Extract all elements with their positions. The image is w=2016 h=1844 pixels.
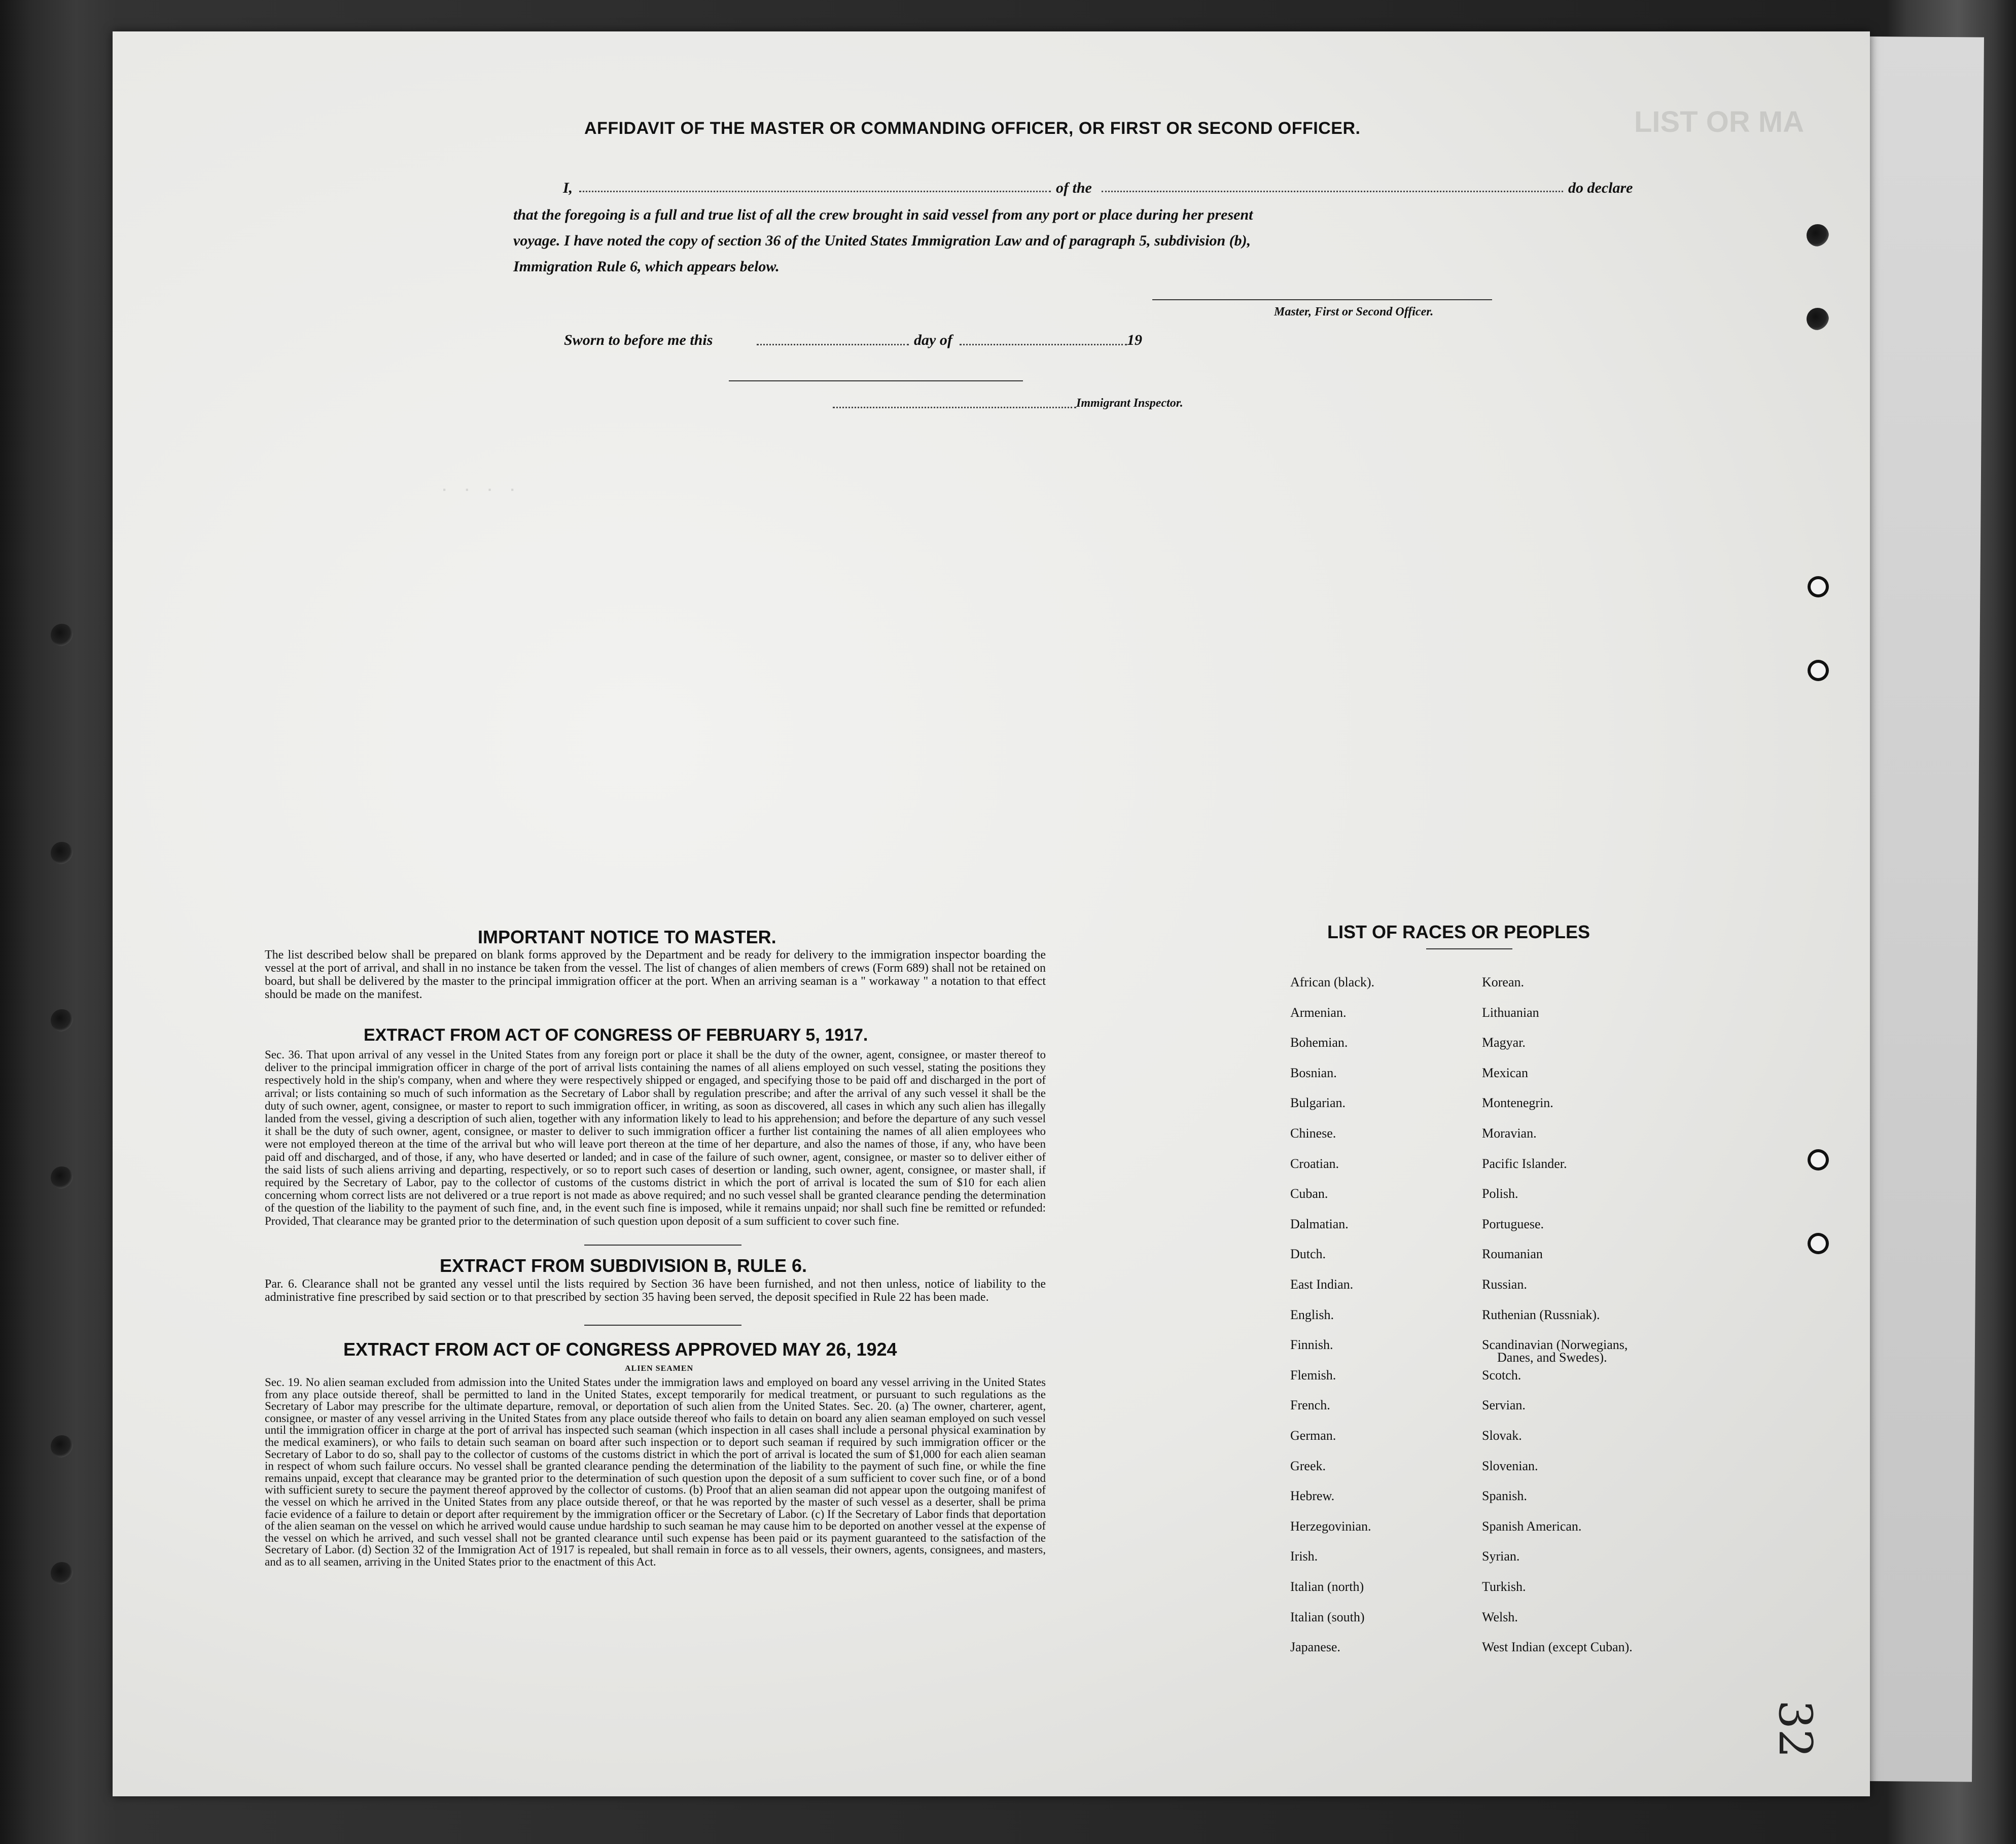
- race-right: Spanish.: [1482, 1488, 1527, 1504]
- binder-hole: [1807, 308, 1829, 330]
- race-left: Italian (north): [1290, 1579, 1364, 1594]
- race-right: Polish.: [1482, 1186, 1518, 1201]
- extract-rule6-title: EXTRACT FROM SUBDIVISION B, RULE 6.: [440, 1255, 807, 1276]
- race-right: Scandinavian (Norwegians,: [1482, 1337, 1628, 1353]
- race-right: West Indian (except Cuban).: [1482, 1640, 1633, 1655]
- sworn-year-label: 19: [1127, 332, 1142, 348]
- section-divider: [584, 1245, 741, 1246]
- race-left: Flemish.: [1290, 1367, 1336, 1382]
- binder-hole: [51, 1166, 73, 1189]
- inspector-top-line: [729, 380, 1023, 381]
- race-left: Dutch.: [1290, 1247, 1326, 1262]
- vessel-name-field[interactable]: [1102, 191, 1563, 192]
- binder-hole: [51, 842, 73, 864]
- race-right: Moravian.: [1482, 1126, 1537, 1141]
- extract-1924-subtitle: ALIEN SEAMEN: [625, 1364, 694, 1373]
- extract-1917-body: Sec. 36. That upon arrival of any vessel in the United States from any foreign port or place it shall be the duty of the owner, agent, consignee, or master thereof to deliver to the principal immigration officer in charge of the port of arrival lists containing the names of all aliens employed on such vessel, stating the positions they respectively hold in the ship's company, when and where they were respectively shipped or engaged, and specifying those to be paid off and discharged in the port of arrival; or lists containing so much of such information as the Secretary of Labor shall by regulation prescribe; and after the arrival of any such vessel it shall be the duty of such owner, agent, consignee, or master to report to such immigration officer, in writing, as soon as discovered, all cases in which any such alien has illegally landed from the vessel, giving a description of such alien, together with any information likely to lead to his apprehension; and before the departure of any such vessel it shall be the duty of such owner, agent, consignee, or master to deliver to such immigration officer a further list containing the names of all alien employees who were not employed thereon at the time of the arrival but who will leave port thereon at the time of her departure, and also the names of those, if any, who have been paid off and discharged, and of those, if any, who have deserted or landed; and in case of the failure of such owner, agent, consignee, or master so to deliver either of the said lists of such aliens arriving and departing, respectively, or so to report such cases of desertion or landing, such owner, agent, consignee, or master shall, if required by the Secretary of Labor, pay to the collector of customs of the customs district in which the port of arrival is located the sum of $10 for each alien concerning whom correct lists are not delivered or a true report is not made as above required; and no such vessel shall be granted clearance pending the determination of the question of the liability to the payment of such fine, and, in the event such fine is imposed, while it remains unpaid; nor shall such fine be remitted or refunded: Provided, That clearance may be granted prior to the determination of such question upon deposit of a sum sufficient to cover such fine.: [265, 1048, 1046, 1227]
- binder-hole: [1807, 224, 1829, 246]
- race-left: German.: [1290, 1428, 1336, 1443]
- race-left: African (black).: [1290, 975, 1375, 989]
- race-left: Dalmatian.: [1290, 1216, 1349, 1231]
- binder-hole: [51, 1562, 73, 1584]
- punch-hole: [1811, 1152, 1826, 1167]
- sworn-day-label: day of: [914, 332, 952, 348]
- affidavit-line1-suffix: do declare: [1568, 180, 1633, 196]
- affidavit-line1-mid: of the: [1056, 180, 1092, 196]
- race-left: Hebrew.: [1290, 1488, 1335, 1504]
- race-left: Herzegovinian.: [1290, 1518, 1371, 1534]
- race-left: Bulgarian.: [1290, 1095, 1346, 1111]
- race-left: Bohemian.: [1290, 1035, 1348, 1050]
- race-left: Croatian.: [1290, 1156, 1339, 1171]
- race-right: Roumanian: [1482, 1247, 1543, 1262]
- race-right: Slovak.: [1482, 1428, 1522, 1443]
- master-signature-line[interactable]: [1152, 299, 1492, 300]
- affidavit-line2: that the foregoing is a full and true list of all the crew brought in said vessel from any port or place during her present: [513, 206, 1253, 223]
- affidavit-line1-prefix: I,: [563, 180, 573, 196]
- affidavit-line4: Immigration Rule 6, which appears below.: [513, 258, 780, 275]
- declarant-name-field[interactable]: [579, 191, 1051, 192]
- binder-hole: [51, 1009, 73, 1032]
- race-left: East Indian.: [1290, 1277, 1354, 1292]
- race-right: Welsh.: [1482, 1609, 1518, 1624]
- race-right: Montenegrin.: [1482, 1095, 1553, 1111]
- race-right: Magyar.: [1482, 1035, 1526, 1050]
- notice-title: IMPORTANT NOTICE TO MASTER.: [478, 927, 776, 947]
- bleed-through-text: . . . .: [442, 478, 522, 494]
- bleed-through-text: LIST OR MA: [1634, 105, 1805, 138]
- race-left: Greek.: [1290, 1458, 1326, 1473]
- race-right-continuation: Danes, and Swedes).: [1497, 1350, 1607, 1365]
- race-right: Korean.: [1482, 975, 1525, 989]
- sworn-prefix: Sworn to before me this: [564, 332, 713, 348]
- race-right: Mexican: [1482, 1065, 1528, 1080]
- punch-hole: [1811, 663, 1826, 678]
- extract-rule6-body: Par. 6. Clearance shall not be granted any vessel until the lists required by Section 36 have been furnished, and not then unless, notice of liability to the administrative fine prescribed by said section or to that prescribed by section 35 having been served, the deposit specified in Rule 22 has been made.: [265, 1278, 1046, 1304]
- races-title-rule: [1426, 948, 1512, 949]
- race-right: Portuguese.: [1482, 1216, 1544, 1231]
- section-divider: [584, 1325, 741, 1326]
- affidavit-title: AFFIDAVIT OF THE MASTER OR COMMANDING OFFICER, OR FIRST OR SECOND OFFICER.: [584, 119, 1361, 138]
- extract-1917-title: EXTRACT FROM ACT OF CONGRESS OF FEBRUARY 5, 1917.: [364, 1025, 868, 1045]
- race-right: Slovenian.: [1482, 1458, 1538, 1473]
- races-title: LIST OF RACES OR PEOPLES: [1327, 921, 1590, 942]
- sworn-day-field[interactable]: [757, 344, 909, 345]
- handwritten-page-number: 32: [1769, 1700, 1822, 1758]
- race-left: Chinese.: [1290, 1126, 1336, 1141]
- race-right: Syrian.: [1482, 1549, 1520, 1564]
- sworn-month-field[interactable]: [960, 344, 1127, 345]
- race-right: Scotch.: [1482, 1367, 1522, 1382]
- race-right: Russian.: [1482, 1277, 1527, 1292]
- binder-hole: [51, 624, 73, 646]
- race-right: Servian.: [1482, 1398, 1526, 1413]
- race-left: Japanese.: [1290, 1640, 1340, 1655]
- race-left: Bosnian.: [1290, 1065, 1337, 1080]
- binder-hole: [51, 1435, 73, 1458]
- affidavit-line3: voyage. I have noted the copy of section 36 of the United States Immigration Law and of paragraph 5, subdivision (b),: [513, 232, 1251, 249]
- master-signature-label: Master, First or Second Officer.: [1274, 305, 1434, 318]
- race-left: Cuban.: [1290, 1186, 1328, 1201]
- notice-body: The list described below shall be prepared on blank forms approved by the Department and be ready for delivery to the immigration inspector boarding the vessel at the port of arrival, and shall in no instance be taken from the vessel. The list of changes of alien members of crews (Form 689) shall not be retained on board, but shall be delivered by the master to the principal immigration officer at the port. When an arriving seaman is a " workaway " a notation to that effect should be made on the manifest.: [265, 948, 1046, 1001]
- race-right: Turkish.: [1482, 1579, 1526, 1594]
- race-right: Ruthenian (Russniak).: [1482, 1307, 1600, 1322]
- extract-1924-title: EXTRACT FROM ACT OF CONGRESS APPROVED MAY 26, 1924: [343, 1339, 897, 1360]
- race-left: Finnish.: [1290, 1337, 1333, 1353]
- race-left: Irish.: [1290, 1549, 1318, 1564]
- punch-hole: [1811, 1236, 1826, 1251]
- inspector-label: Immigrant Inspector.: [1076, 397, 1183, 410]
- race-left: Armenian.: [1290, 1005, 1347, 1020]
- race-right: Spanish American.: [1482, 1518, 1582, 1534]
- race-right: Lithuanian: [1482, 1005, 1539, 1020]
- race-left: Italian (south): [1290, 1609, 1365, 1624]
- punch-hole: [1811, 579, 1826, 594]
- race-left: French.: [1290, 1398, 1330, 1413]
- race-right: Pacific Islander.: [1482, 1156, 1567, 1171]
- form-page: [113, 31, 1870, 1796]
- extract-1924-body: Sec. 19. No alien seaman excluded from admission into the United States under the immigration laws and employed on board any vessel arriving in the United States from any place outside thereof, shall be permitted to land in the United States, except temporarily for medical treatment, or pursuant to such regulations as the Secretary of Labor may prescribe for the ultimate departure, removal, or deportation of such alien from the United States. Sec. 20. (a) The owner, charterer, agent, consignee, or master of any vessel arriving in the United States from any place outside thereof who fails to detain on board any alien seaman employed on such vessel until the immigration officer in charge at the port of arrival has inspected such seaman (which inspection in all cases shall include a personal physical examination by the medical examiners), or who fails to detain such seaman on board after such inspection or to deport such seaman if required by such immigration officer or the Secretary of Labor to do so, shall pay to the collector of customs of the customs district in which the port of arrival is located the sum of $1,000 for each alien seaman in respect of whom such failure occurs. No vessel shall be granted clearance pending the determination of the liability to the payment of such fine, or while the fine remains unpaid, except that clearance may be granted prior to the determination of such question upon the deposit of a sum sufficient to cover such fine, or of a bond with sufficient surety to secure the payment thereof approved by the collector of customs. (b) Proof that an alien seaman did not appear upon the outgoing manifest of the vessel on which he arrived in the United States from any place outside thereof, or that he was reported by the master of such vessel as a deserter, shall be prima facie evidence of a failure to detain or deport after requirement by the immigration officer or the Secretary of Labor. (c) If the Secretary of Labor finds that deportation of the alien seaman on the vessel on which he arrived would cause undue hardship to such seaman he may cause him to be deported on another vessel at the expense of the vessel on which he arrived, and such vessel shall not be granted clearance until such expense has been paid or its payment guaranteed to the satisfaction of the Secretary of Labor. (d) Section 32 of the Immigration Act of 1917 is repealed, but shall remain in force as to all vessels, their owners, agents, consignees, and masters, and as to all seamen, arriving in the United States prior to the enactment of this Act.: [265, 1376, 1046, 1568]
- race-left: English.: [1290, 1307, 1334, 1322]
- inspector-signature-field[interactable]: [833, 407, 1076, 408]
